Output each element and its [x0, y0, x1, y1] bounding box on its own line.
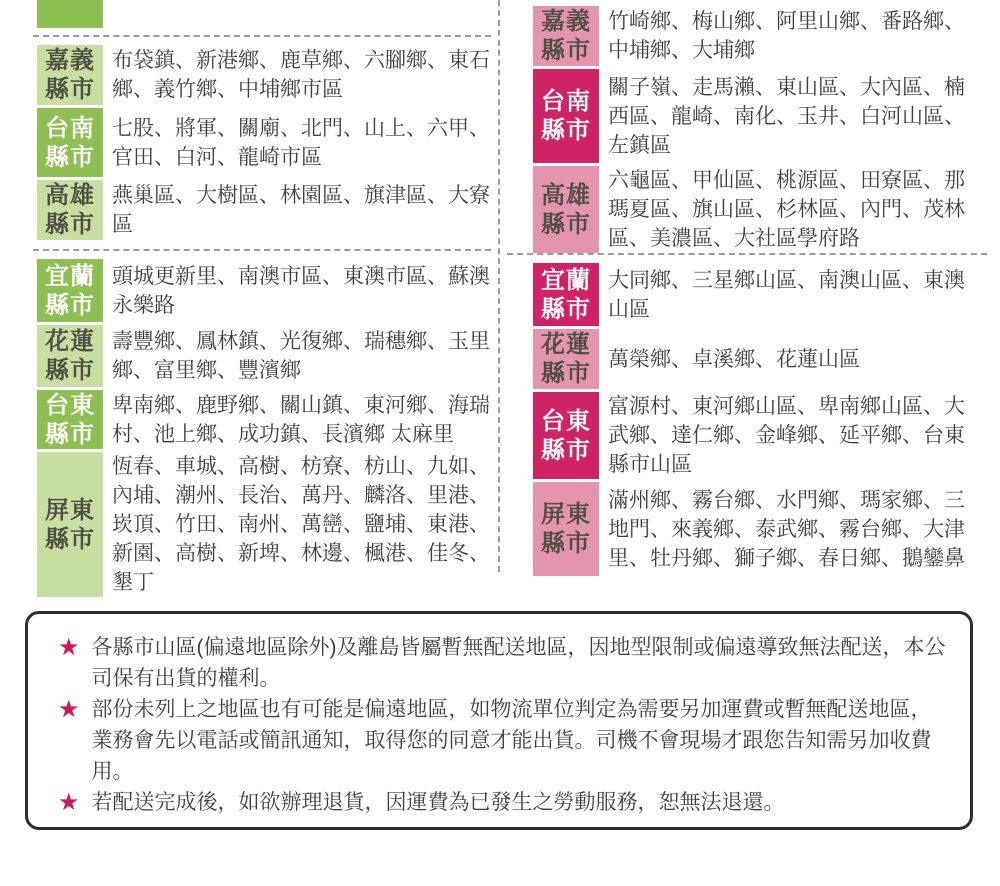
county-label-tainan: 台南 縣市: [37, 108, 103, 177]
county-label-pingtung: 屏東 縣市: [533, 482, 599, 576]
area-list-kaohsiung-mountain: 六龜區、甲仙區、桃源區、田寮區、那瑪夏區、旗山區、杉林區、內門、茂林區、美濃區、大社區學府路: [608, 169, 965, 250]
county-label-hualien: 花蓮 縣市: [37, 325, 103, 387]
area-list-hualien-mountain: 萬榮鄉、卓溪鄉、花蓮山區: [608, 347, 860, 371]
area-list-taitung-mountain: 富源村、東河鄉山區、卑南鄉山區、大武鄉、達仁鄉、金峰鄉、延平鄉、台東縣市山區: [608, 395, 965, 476]
county-label-pingtung: 屏東 縣市: [37, 452, 103, 597]
area-list-tainan-mountain: 關子嶺、走馬瀨、東山區、大內區、楠西區、龍崎、南化、玉井、白河山區、左鎮區: [608, 75, 965, 157]
county-label-chiayi: 嘉義 縣市: [533, 6, 599, 66]
note-text: 各縣市山區(偏遠地區除外)及離島皆屬暫無配送地區，因地型限制或偏遠導致無法配送，本公司保有出貨的權利。: [91, 636, 946, 690]
shipping-notes-box: [25, 611, 973, 830]
area-list-yilan: 頭城更新里、南澳市區、東澳市區、蘇澳永樂路: [112, 264, 490, 317]
area-list-chiayi: 布袋鎮、新港鄉、鹿草鄉、六腳鄉、東石鄉、義竹鄉、中埔鄉市區: [112, 49, 490, 101]
county-label-hualien: 花蓮 縣市: [533, 329, 599, 389]
area-list-chiayi-mountain: 竹崎鄉、梅山鄉、阿里山鄉、番路鄉、中埔鄉、大埔鄉: [608, 10, 965, 62]
county-label-yilan: 宜蘭 縣市: [533, 263, 599, 326]
region-row-chiayi: [37, 45, 491, 105]
county-label-kaohsiung: 高雄 縣市: [533, 166, 599, 253]
remote-area-table-left-top: [37, 45, 491, 240]
county-label-yilan: 宜蘭 縣市: [37, 259, 103, 322]
area-list-kaohsiung: 燕巢區、大樹區、林園區、旗津區、大寮區: [112, 184, 490, 236]
county-label-tainan: 台南 縣市: [533, 69, 599, 163]
county-label-taitung: 台東 縣市: [37, 390, 103, 449]
note-text: 若配送完成後，如欲辦理退貨，因運費為已發生之勞動服務，恕無法退還。: [91, 791, 785, 814]
region-row-taitung-mountain: [533, 392, 985, 479]
region-row-hualien: [37, 325, 491, 387]
note-item: [52, 694, 948, 787]
region-row-kaohsiung-mountain: [533, 166, 985, 253]
county-label-chiayi: 嘉義 縣市: [37, 45, 103, 105]
region-row-tainan-mountain: [533, 69, 985, 163]
note-item: [52, 787, 948, 818]
region-row-chiayi-mountain: [533, 6, 985, 66]
dashed-divider-left-middle: [33, 249, 491, 251]
star-icon: ★: [58, 789, 80, 816]
region-row-tainan: [37, 108, 491, 177]
county-label-kaohsiung: 高雄 縣市: [37, 180, 103, 240]
dashed-divider-right-middle: [507, 253, 987, 255]
star-icon: ★: [58, 634, 80, 661]
region-row-yilan: [37, 259, 491, 322]
region-row-kaohsiung: [37, 180, 491, 240]
note-text: 部份未列上之地區也有可能是偏遠地區，如物流單位判定為需要另加運費或暫無配送地區，業務會先以電話或簡訊通知，取得您的同意才能出貨。司機不會現場才跟您告知需另加收費用。: [91, 698, 932, 783]
area-list-tainan: 七股、將軍、關廟、北門、山上、六甲、官田、白河、龍崎市區: [112, 116, 490, 169]
note-item: [52, 632, 948, 694]
region-row-taitung: [37, 390, 491, 449]
county-label-taitung: 台東 縣市: [533, 392, 599, 479]
region-row-yilan-mountain: [533, 263, 985, 326]
dashed-divider-center-vertical: [498, 0, 500, 572]
area-list-taitung: 卑南鄉、鹿野鄉、關山鎮、東河鄉、海瑞村、池上鄉、成功鎮、長濱鄉 太麻里: [112, 393, 490, 446]
label-box-partial: [37, 0, 103, 28]
area-list-pingtung: 恆春、車城、高樹、枋寮、枋山、九如、內埔、潮州、長治、萬丹、麟洛、里港、崁頂、竹田、南州、萬巒、鹽埔、東港、新園、高樹、新埤、林邊、楓港、佳冬、墾丁: [112, 455, 490, 594]
area-list-hualien: 壽豐鄉、鳳林鎮、光復鄉、瑞穗鄉、玉里鄉、富里鄉、豐濱鄉: [112, 330, 490, 382]
dashed-divider-left-top: [33, 35, 491, 37]
star-icon: ★: [58, 696, 80, 723]
area-list-pingtung-mountain: 滿州鄉、霧台鄉、水門鄉、瑪家鄉、三地門、來義鄉、泰武鄉、霧台鄉、大津里、牡丹鄉、獅子鄉、春日鄉、鵝鑾鼻: [608, 488, 965, 570]
region-row-hualien-mountain: [533, 329, 985, 389]
area-list-yilan-mountain: 大同鄉、三星鄉山區、南澳山區、東澳山區: [608, 268, 965, 321]
region-row-pingtung-mountain: [533, 482, 985, 576]
remote-area-table-left-bottom: [37, 259, 491, 597]
region-row-pingtung: [37, 452, 491, 597]
remote-area-table-right-top: [533, 6, 985, 253]
remote-area-table-right-bottom: [533, 263, 985, 576]
